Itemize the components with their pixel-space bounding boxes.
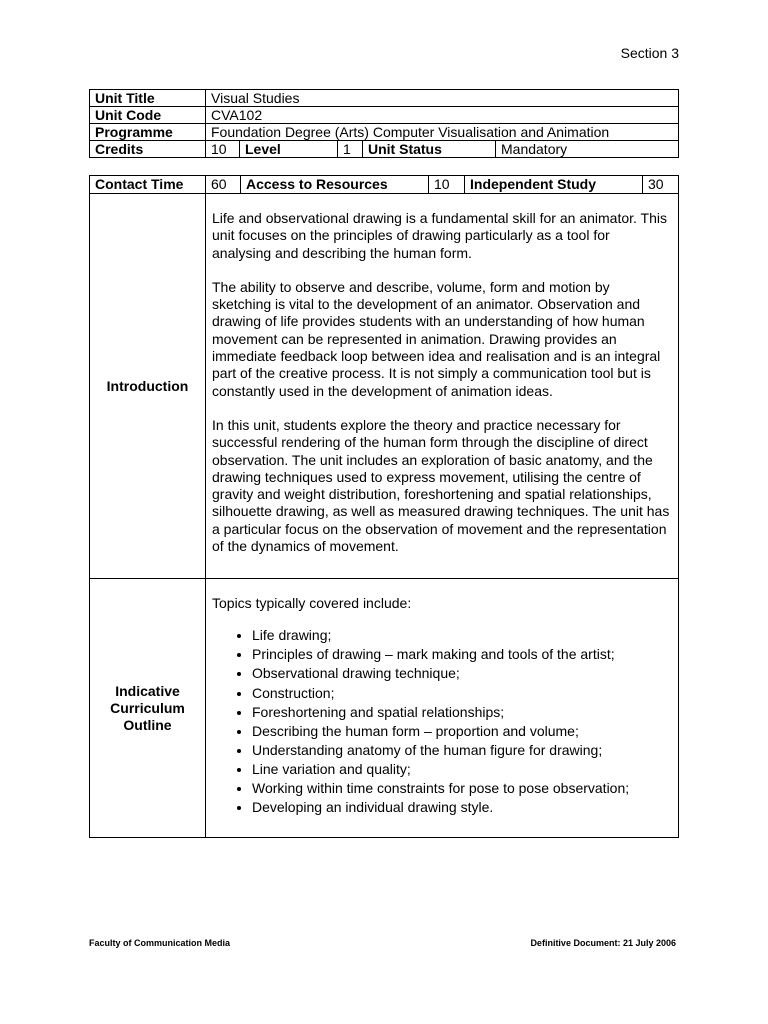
introduction-row [90,194,679,579]
unit-title-row [90,90,679,107]
list-item: • Working within time constraints for pose to pose observation; [252,779,671,798]
unit-code-row [90,107,679,124]
credits-value: 10 [206,141,240,158]
footer-document-date: Definitive Document: 21 July 2006 [530,938,676,948]
unit-title-label: Unit Title [90,90,206,107]
independent-study-value: 30 [643,176,679,194]
introduction-label: Introduction [90,194,206,579]
unit-title-value: Visual Studies [206,90,679,107]
curriculum-body [206,579,679,838]
contact-time-value: 60 [206,176,241,194]
curriculum-label-line: Curriculum [110,699,185,716]
content-table [89,193,679,838]
list-item: • Life drawing; [252,626,671,645]
list-item: • Line variation and quality; [252,760,671,779]
topics-list [212,626,671,817]
curriculum-label-line: Indicative [115,682,180,699]
programme-value: Foundation Degree (Arts) Computer Visualisation and Animation [206,124,679,141]
list-item: • Describing the human form – proportion and volume; [252,722,671,741]
list-item: • Principles of drawing – mark making and tools of the artist; [252,645,671,664]
intro-paragraph: Life and observational drawing is a fundamental skill for an animator. This unit focuses on the principles of drawing particularly as a tool for analysing and describing the human form. [212,210,667,261]
unit-status-label: Unit Status [363,141,496,158]
independent-study-label: Independent Study [465,176,643,194]
unit-status-value: Mandatory [496,141,679,158]
level-value: 1 [338,141,363,158]
intro-paragraph: In this unit, students explore the theory and practice necessary for successful rendering of the human form through the discipline of direct observation. The unit includes an exploration of basic anatomy, and the drawing techniques used to express movement, utilising the centre of gravity and weight distribution, foreshortening and spatial relationships, silhouette drawing, as well as measured drawing techniques. The unit has a particular focus on the observation of movement and the representation of the dynamics of movement. [212,416,670,555]
intro-paragraph: The ability to observe and describe, volume, form and motion by sketching is vital to the development of an animator. Observation and drawing of life provides students with an understanding of how human movement can be represented in animation. Drawing provides an immediate feedback loop between idea and realisation and is an integral part of the creative process. It is not simply a communication tool but is constantly used in the development of animation ideas. [212,278,661,399]
footer-faculty: Faculty of Communication Media [89,938,231,948]
credits-label: Credits [90,141,206,158]
list-item: • Foreshortening and spatial relationships; [252,703,671,722]
access-to-resources-value: 10 [429,176,465,194]
hours-table [89,175,679,194]
contact-time-label: Contact Time [90,176,206,194]
programme-label: Programme [90,124,206,141]
level-label: Level [240,141,338,158]
curriculum-label-line: Outline [123,716,172,733]
access-to-resources-label: Access to Resources [241,176,429,194]
list-item: • Observational drawing technique; [252,664,671,683]
list-item: • Construction; [252,684,671,703]
unit-code-label: Unit Code [90,107,206,124]
curriculum-label [90,579,206,838]
introduction-body [206,194,679,579]
hours-row [90,176,679,194]
unit-code-value: CVA102 [206,107,679,124]
list-item: • Understanding anatomy of the human figure for drawing; [252,741,671,760]
credits-row [90,141,679,158]
unit-info-table [89,89,679,158]
curriculum-row [90,579,679,838]
programme-row [90,124,679,141]
section-label: Section 3 [620,45,679,61]
curriculum-intro: Topics typically covered include: [212,595,412,611]
list-item: • Developing an individual drawing style. [252,798,671,817]
